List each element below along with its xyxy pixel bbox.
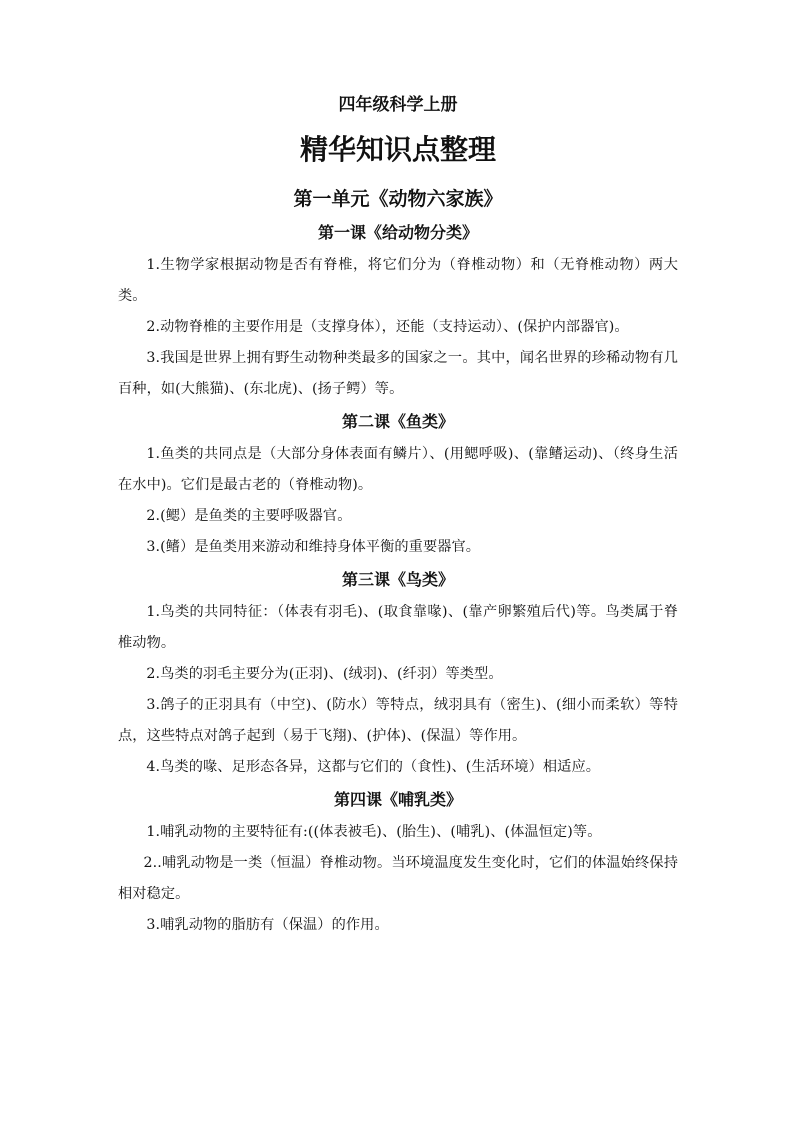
lesson-title: 第三课《鸟类》 [341,570,454,589]
lesson-2 [118,407,678,563]
document-title: 精华知识点整理 [299,133,496,166]
lesson-title: 第一课《给动物分类》 [317,223,478,242]
paragraph: 2.鸟类的羽毛主要分为(正羽)、(绒羽)、(纤羽）等类型。 [146,666,503,682]
paragraph: 1.鱼类的共同点是（大部分身体表面有鳞片）、(用鳃呼吸)、(靠鳍运动)、（终身生活在水中)。它们是最古老的（脊椎动物)。 [118,446,678,493]
lesson-1 [118,218,678,405]
paragraph: 2.(鳃）是鱼类的主要呼吸器官。 [146,508,352,524]
paragraph: 1.生物学家根据动物是否有脊椎，将它们分为（脊椎动物）和（无脊椎动物）两大类。 [118,257,678,304]
paragraph: 3.(鳍）是鱼类用来游动和维持身体平衡的重要器官。 [146,539,481,555]
paragraph: 2.动物脊椎的主要作用是（支撑身体），还能（支持运动）、(保护内部器官)。 [146,319,629,335]
paragraph: 3.鸽子的正羽具有（中空)、(防水）等特点，绒羽具有（密生)、(细小而柔软）等特点，这些特点对鸽子起到（易于飞翔)、(护体)、(保温）等作用。 [118,697,678,744]
document-subtitle: 四年级科学上册 [338,95,458,115]
lesson-3 [118,565,678,783]
lesson-title: 第四课《哺乳类》 [333,790,462,809]
paragraph: 3.哺乳动物的脂肪有（保温）的作用。 [146,917,389,933]
paragraph: 1.鸟类的共同特征：（体表有羽毛)、(取食靠喙)、(靠产卵繁殖后代)等。鸟类属于脊椎动物。 [118,604,678,651]
paragraph: 3.我国是世界上拥有野生动物种类最多的国家之一。其中，闻名世界的珍稀动物有几百种，如(大熊猫)、(东北虎)、(扬子鳄）等。 [118,350,678,397]
lesson-4 [118,785,678,941]
paragraph: 1.哺乳动物的主要特征有:((体表被毛)、(胎生)、(哺乳)、(体温恒定)等。 [146,824,602,840]
paragraph: 4.鸟类的喙、足形态各异，这都与它们的（食性)、(生活环境）相适应。 [146,759,601,775]
document-page [118,92,678,941]
paragraph: 2..哺乳动物是一类（恒温）脊椎动物。当环境温度发生变化时，它们的体温始终保持相对稳定。 [118,855,678,902]
lesson-title: 第二课《鱼类》 [341,412,454,431]
unit-title: 第一单元《动物六家族》 [293,188,503,210]
